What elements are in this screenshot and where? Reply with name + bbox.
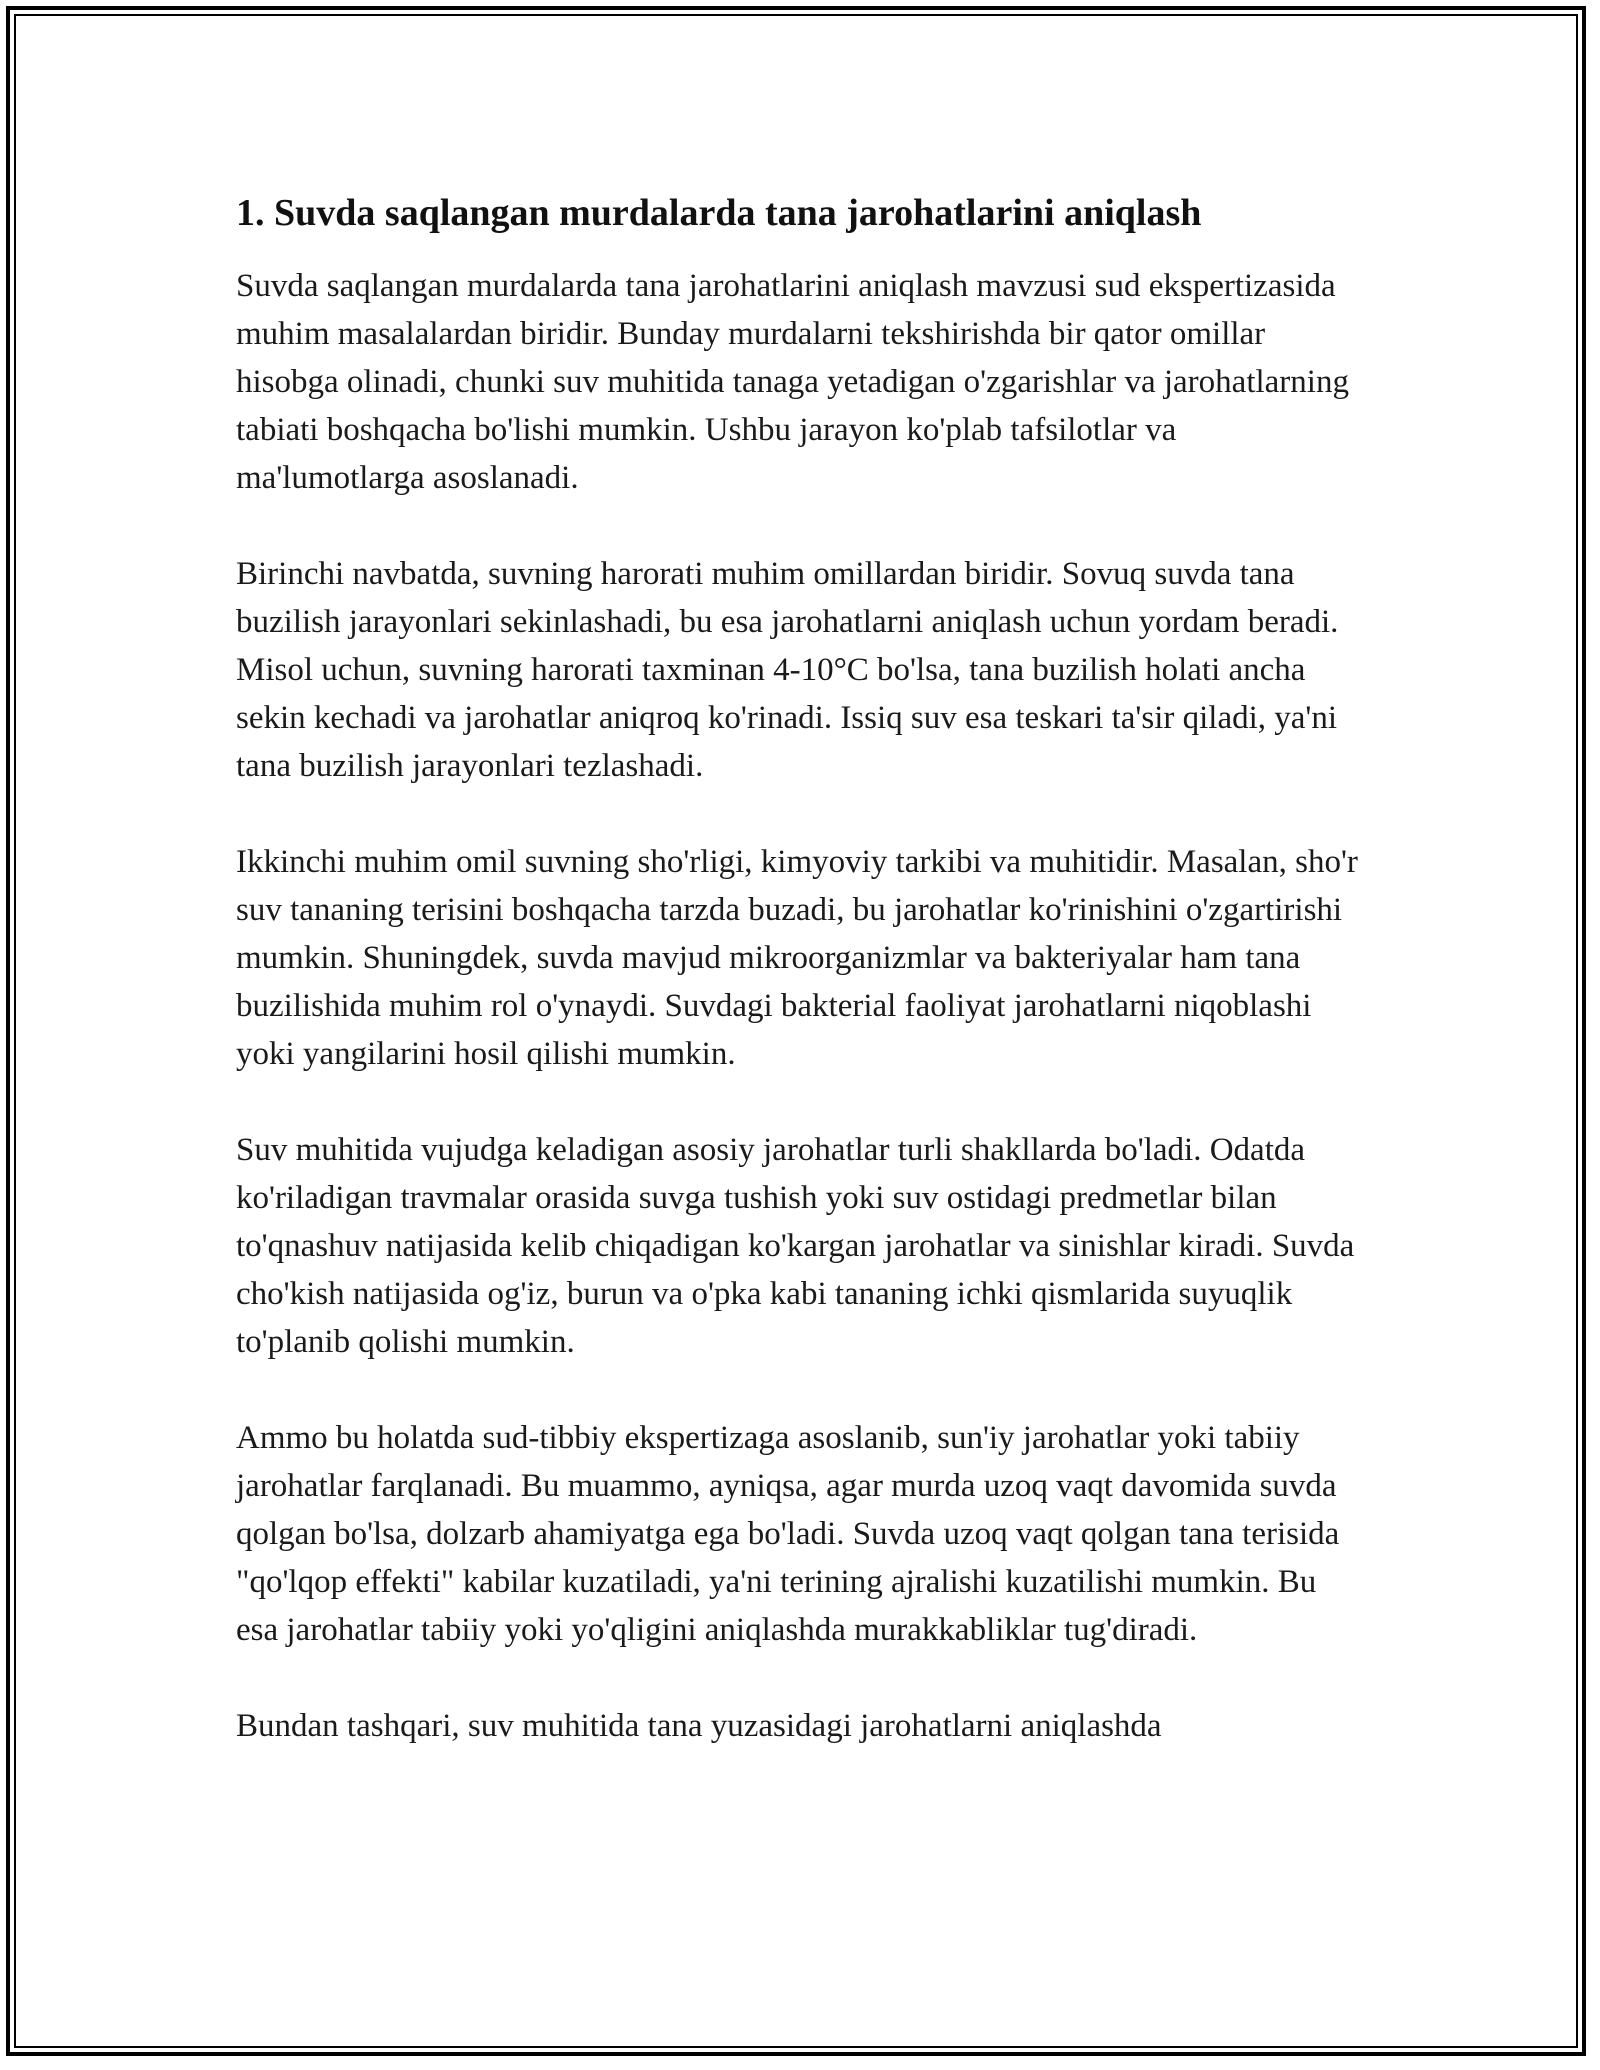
document-body	[236, 186, 1366, 1798]
section-title: 1. Suvda saqlangan murdalarda tana jarohatlarini aniqlash	[236, 192, 1202, 234]
paragraph-2: Birinchi navbatda, suvning harorati muhim omillardan biridir. Sovuq suvda tana buzilish jarayonlari sekinlashadi, bu esa jarohatlarni aniqlash uchun yordam beradi. Misol uchun, suvning harorati taxminan 4-10°C bo'lsa, tana buzilish holati ancha sekin kechadi va jarohatlar aniqroq ko'rinadi. Issiq suv esa teskari ta'sir qiladi, ya'ni tana buzilish jarayonlari tezlashadi.	[236, 556, 1339, 784]
paragraph-3: Ikkinchi muhim omil suvning sho'rligi, kimyoviy tarkibi va muhitidir. Masalan, sho'r suv tananing terisini boshqacha tarzda buzadi, bu jarohatlar ko'rinishini o'zgartirishi mumkin. Shuningdek, suvda mavjud mikroorganizmlar va bakteriyalar ham tana buzilishida muhim rol o'ynaydi. Suvdagi bakterial faoliyat jarohatlarni niqoblashi yoki yangilarini hosil qilishi mumkin.	[236, 844, 1358, 1072]
paragraph-4: Suv muhitida vujudga keladigan asosiy jarohatlar turli shakllarda bo'ladi. Odatda ko'riladigan travmalar orasida suvga tushish yoki suv ostidagi predmetlar bilan to'qnashuv natijasida kelib chiqadigan ko'kargan jarohatlar va sinishlar kiradi. Suvda cho'kish natijasida og'iz, burun va o'pka kabi tananing ichki qismlarida suyuqlik to'planib qolishi mumkin.	[236, 1132, 1355, 1360]
paragraph-5: Ammo bu holatda sud-tibbiy ekspertizaga asoslanib, sun'iy jarohatlar yoki tabiiy jarohatlar farqlanadi. Bu muammo, ayniqsa, agar murda uzoq vaqt davomida suvda qolgan bo'lsa, dolzarb ahamiyatga ega bo'ladi. Suvda uzoq vaqt qolgan tana terisida "qo'lqop effekti" kabilar kuzatiladi, ya'ni terining ajralishi kuzatilishi mumkin. Bu esa jarohatlar tabiiy yoki yo'qligini aniqlashda murakkabliklar tug'diradi.	[236, 1420, 1340, 1648]
paragraph-1: Suvda saqlangan murdalarda tana jarohatlarini aniqlash mavzusi sud ekspertizasida muhim masalalardan biridir. Bunday murdalarni tekshirishda bir qator omillar hisobga olinadi, chunki suv muhitida tanaga yetadigan o'zgarishlar va jarohatlarning tabiati boshqacha bo'lishi mumkin. Ushbu jarayon ko'plab tafsilotlar va ma'lumotlarga asoslanadi.	[236, 268, 1349, 496]
paragraph-6: Bundan tashqari, suv muhitida tana yuzasidagi jarohatlarni aniqlashda	[236, 1708, 1162, 1744]
